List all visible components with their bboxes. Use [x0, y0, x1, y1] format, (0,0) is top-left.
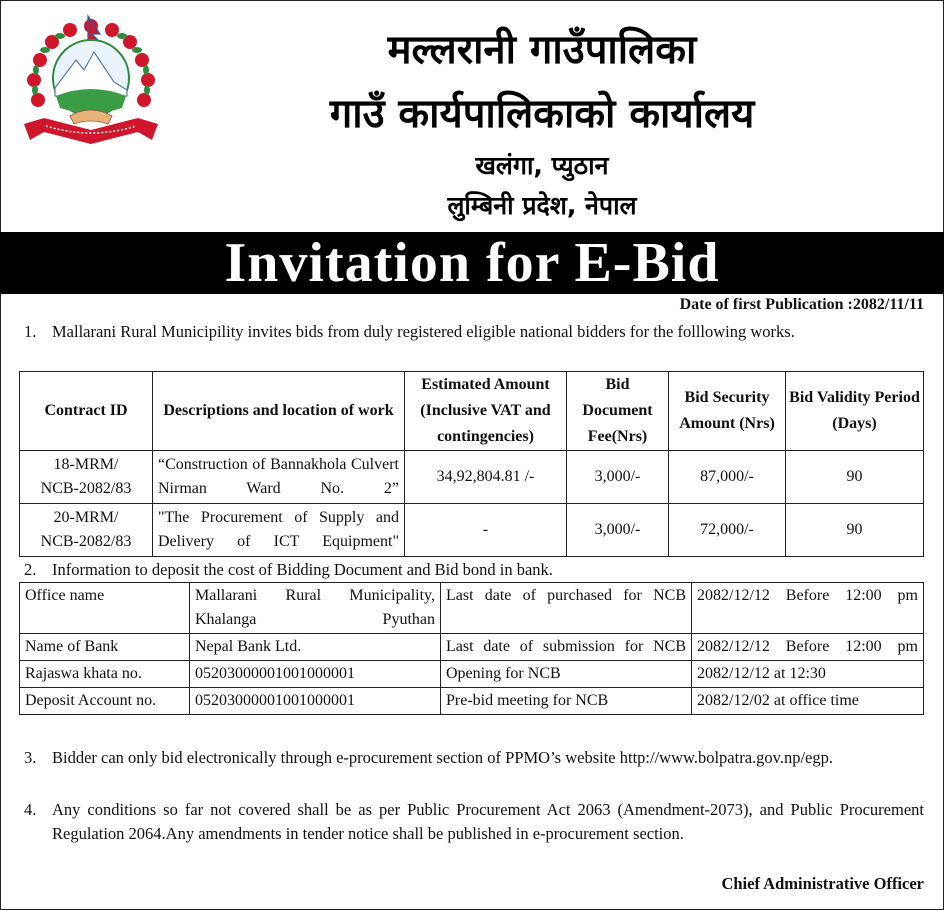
clause-text: Information to deposit the cost of Bidding Document and Bid bond in bank.	[52, 560, 553, 579]
value-cell: 2082/12/12 Before 12:00 pm	[692, 583, 924, 634]
table-row	[20, 504, 924, 557]
column-header: Bid Validity Period (Days)	[786, 372, 924, 451]
description-cell: "The Procurement of Supply and Delivery of ICT Equipment"	[153, 504, 405, 557]
table-row	[20, 634, 924, 661]
value-cell: 2082/12/12 Before 12:00 pm	[692, 634, 924, 661]
estimated-amount-cell: 34,92,804.81 /-	[405, 451, 567, 504]
clause-4	[24, 798, 924, 846]
clause-1	[24, 320, 924, 344]
validity-cell: 90	[786, 451, 924, 504]
publication-date: Date of first Publication :2082/11/11	[679, 296, 924, 313]
clause-number: 3.	[24, 748, 37, 767]
description-cell: “Construction of Bannakhola Culvert Nirman Ward No. 2”	[153, 451, 405, 504]
contract-id-cell	[20, 451, 153, 504]
table-row	[20, 583, 924, 634]
office-name: गाउँ कार्यपालिकाको कार्यालय	[329, 91, 755, 137]
label-cell: Rajaswa khata no.	[20, 661, 190, 688]
clause-text: Any conditions so far not covered shall be as per Public Procurement Act 2063 (Amendment-2073), and Public Procurement Regulation 2064.Any amendments in tender notice shall be published in e-procurement section.	[52, 800, 924, 843]
estimated-amount-cell: -	[405, 504, 567, 557]
value-cell: Nepal Bank Ltd.	[190, 634, 441, 661]
clause-3	[24, 746, 924, 770]
validity-cell: 90	[786, 504, 924, 557]
column-header: Descriptions and location of work	[153, 372, 405, 451]
document-fee-cell: 3,000/-	[567, 451, 669, 504]
column-header: Estimated Amount (Inclusive VAT and contingencies)	[405, 372, 567, 451]
letterhead	[0, 0, 944, 232]
office-location: खलंगा, प्युठान	[475, 151, 609, 180]
province-country: लुम्बिनी प्रदेश, नेपाल	[447, 191, 637, 220]
label-cell: Deposit Account no.	[20, 688, 190, 715]
label-cell: Office name	[20, 583, 190, 634]
document-fee-cell: 3,000/-	[567, 504, 669, 557]
contract-id-cell	[20, 504, 153, 557]
bank-info-table	[19, 582, 924, 715]
label-cell: Last date of purchased for NCB	[441, 583, 692, 634]
clause-number: 4.	[24, 800, 37, 819]
value-cell: 2082/12/12 at 12:30	[692, 661, 924, 688]
label-cell: Last date of submission for NCB	[441, 634, 692, 661]
table-row	[20, 451, 924, 504]
contract-id-part: NCB-2082/83	[40, 480, 132, 497]
bid-security-cell: 87,000/-	[669, 451, 786, 504]
table-row	[20, 688, 924, 715]
municipality-name: मल्लरानी गाउँपालिका	[387, 27, 697, 73]
contracts-table	[19, 371, 924, 557]
value-cell: 05203000001001000001	[190, 688, 441, 715]
label-cell: Opening for NCB	[441, 661, 692, 688]
clause-number: 2.	[24, 560, 37, 579]
clause-text: Bidder can only bid electronically through e-procurement section of PPMO’s website http://www.bolpatra.gov.np/egp.	[52, 748, 833, 767]
clause-number: 1.	[24, 322, 37, 341]
value-cell: 2082/12/02 at office time	[692, 688, 924, 715]
signatory-title: Chief Administrative Officer	[721, 874, 924, 893]
title-banner	[0, 232, 944, 294]
label-cell: Name of Bank	[20, 634, 190, 661]
contract-id-part: NCB-2082/83	[40, 533, 132, 550]
column-header: Bid Document Fee(Nrs)	[567, 372, 669, 451]
value-cell: Mallarani Rural Municipality, Khalanga Pyuthan	[190, 583, 441, 634]
table-row	[20, 661, 924, 688]
contract-id-part: 18-MRM/	[53, 456, 119, 473]
column-header: Bid Security Amount (Nrs)	[669, 372, 786, 451]
label-cell: Pre-bid meeting for NCB	[441, 688, 692, 715]
value-cell: 05203000001001000001	[190, 661, 441, 688]
column-header: Contract ID	[20, 372, 153, 451]
bid-security-cell: 72,000/-	[669, 504, 786, 557]
clause-text: Mallarani Rural Municipility invites bids from duly registered eligible national bidders for the folllowing works.	[52, 322, 795, 341]
clause-2	[24, 558, 924, 582]
notice-title: Invitation for E-Bid	[224, 232, 720, 294]
table-header-row	[20, 372, 924, 451]
contract-id-part: 20-MRM/	[53, 509, 119, 526]
